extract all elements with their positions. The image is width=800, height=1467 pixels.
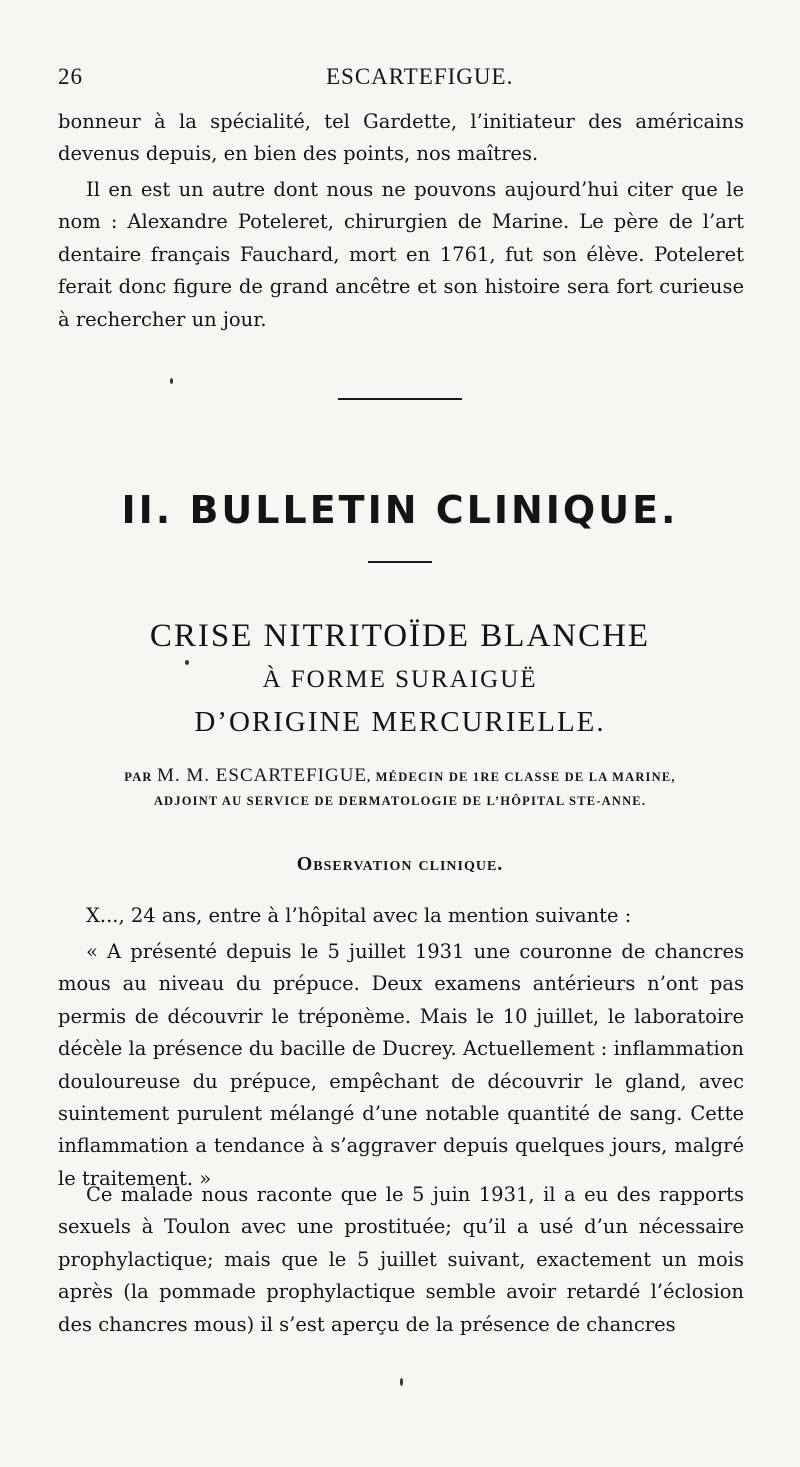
title-divider bbox=[368, 561, 432, 563]
body-paragraph-1: X..., 24 ans, entre à l’hôpital avec la mention suivante : bbox=[86, 904, 632, 927]
article-title-line-1: CRISE NITRITOÏDE BLANCHE bbox=[149, 618, 651, 654]
page-number: 26 bbox=[58, 64, 83, 89]
intro-paragraph-2: Il en est un autre dont nous ne pouvons aujourd’hui citer que le nom : Alexandre Poteleret, chirurgien de Marine. Le père de l’art dentaire français Fauchard, mort en 1761, fut son élève. Poteleret ferait donc figure de grand ancêtre et son histoire sera fort curieuse à rechercher un jour. bbox=[58, 178, 744, 331]
scan-speck bbox=[170, 378, 173, 384]
section-divider bbox=[338, 398, 462, 400]
page-header bbox=[58, 64, 758, 94]
article-title-line-2: À FORME SURAIGUË bbox=[262, 666, 538, 693]
byline-line-2: ADJOINT AU SERVICE DE DERMATOLOGIE DE L’HÔPITAL STE-ANNE. bbox=[153, 794, 647, 808]
author-name: M. M. ESCARTEFIGUE bbox=[156, 765, 368, 786]
section-title: II. BULLETIN CLINIQUE. bbox=[121, 488, 679, 532]
byline-prefix: PAR bbox=[124, 770, 153, 784]
byline-line-1 bbox=[0, 765, 800, 787]
intro-paragraph-1: bonneur à la spécialité, tel Gardette, l’initiateur des américains devenus depuis, en bien des points, nos maîtres. bbox=[58, 110, 744, 166]
subsection-title: Observation clinique. bbox=[296, 853, 504, 875]
author-role-1: , MÉDECIN DE 1RE CLASSE DE LA MARINE, bbox=[367, 770, 676, 784]
scan-speck bbox=[185, 660, 189, 665]
scan-speck bbox=[400, 1378, 403, 1386]
article-title-line-3: D’ORIGINE MERCURIELLE. bbox=[194, 706, 606, 738]
body-paragraph-2: « A présenté depuis le 5 juillet 1931 une couronne de chancres mous au niveau du prépuce. Deux examens antérieurs n’ont pas permis de découvrir le tréponème. Mais le 10 juillet, le laboratoire décèle la présence du bacille de Ducrey. Actuellement : inflammation douloureuse du prépuce, empêchant de découvrir le gland, avec suintement purulent mélangé d’une notable quantité de sang. Cette inflammation a tendance à s’aggraver depuis quelques jours, malgré le traitement. » bbox=[58, 940, 744, 1190]
running-title: ESCARTEFIGUE. bbox=[326, 64, 514, 89]
body-paragraph-3: Ce malade nous raconte que le 5 juin 1931, il a eu des rapports sexuels à Toulon avec une prostituée; qu’il a usé d’un nécessaire prophylactique; mais que le 5 juillet suivant, exactement un mois après (la pommade prophylactique semble avoir retardé l’éclosion des chancres mous) il s’est aperçu de la présence de chancres bbox=[58, 1183, 744, 1336]
